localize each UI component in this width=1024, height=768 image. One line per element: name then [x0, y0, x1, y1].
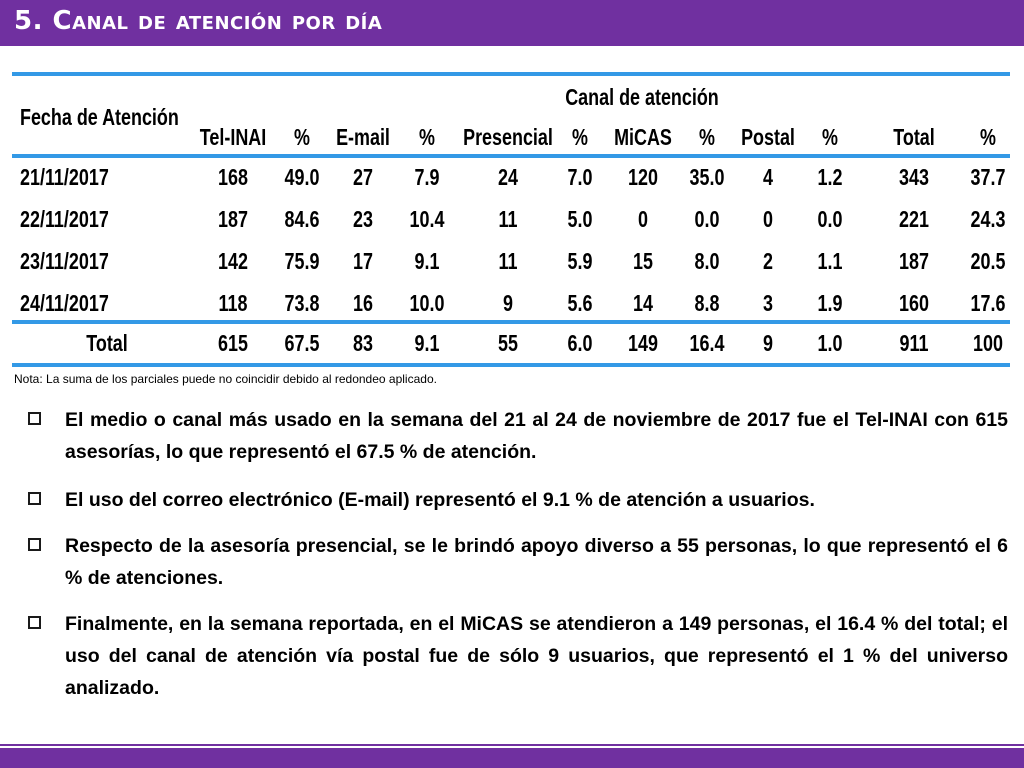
table-cell: 8.0 — [694, 248, 720, 274]
table-cell: 8.8 — [694, 290, 720, 316]
column-header: Tel-INAI — [199, 124, 267, 150]
table-cell: 1.2 — [817, 164, 843, 190]
column-header: Postal — [741, 124, 795, 150]
bullet-text: El medio o canal más usado en la semana del 21 al 24 de noviembre de 2017 fue el Tel-INAI con 615 asesorías, lo que representó el 67.5 % de atención. — [65, 409, 1008, 463]
table-top-border — [12, 72, 1010, 76]
total-cell: 6.0 — [567, 330, 593, 356]
total-row-label: Total — [86, 330, 128, 356]
footer-bar — [0, 748, 1024, 768]
table-note: Nota: La suma de los parciales puede no coincidir debido al redondeo aplicado. — [14, 372, 437, 386]
table-cell: 49.0 — [284, 164, 320, 190]
table-cell: 15 — [633, 248, 653, 274]
total-cell: 9.1 — [414, 330, 440, 356]
bullet-item — [24, 530, 1008, 594]
slide-title: 5. Canal de atención por día — [14, 6, 383, 36]
table-cell: 3 — [763, 290, 773, 316]
table-cell: 27 — [353, 164, 373, 190]
bullet-item — [24, 404, 1008, 468]
column-header: % — [419, 124, 435, 150]
total-divider — [12, 320, 1010, 324]
table-cell: 1.9 — [817, 290, 843, 316]
table-cell: 0.0 — [694, 206, 720, 232]
row-header-label: Fecha de Atención — [20, 104, 179, 130]
table-cell: 17 — [353, 248, 373, 274]
column-header: % — [294, 124, 310, 150]
table-cell: 343 — [899, 164, 929, 190]
total-cell: 55 — [498, 330, 518, 356]
table-cell: 10.4 — [409, 206, 445, 232]
checkbox-bullet-icon — [28, 616, 41, 629]
table-cell: 2 — [763, 248, 773, 274]
column-header: % — [572, 124, 588, 150]
header-divider — [12, 154, 1010, 158]
column-header: Total — [893, 124, 935, 150]
total-cell: 1.0 — [817, 330, 843, 356]
column-header: % — [822, 124, 838, 150]
checkbox-bullet-icon — [28, 492, 41, 505]
bullet-item — [24, 608, 1008, 704]
table-cell: 221 — [899, 206, 929, 232]
table-cell: 24.3 — [970, 206, 1006, 232]
table-cell: 187 — [899, 248, 929, 274]
total-cell: 83 — [353, 330, 373, 356]
table-cell: 16 — [353, 290, 373, 316]
table-cell: 0.0 — [817, 206, 843, 232]
bullet-text: Respecto de la asesoría presencial, se le brindó apoyo diverso a 55 personas, lo que representó el 6 % de atenciones. — [65, 535, 1008, 589]
table-cell: 35.0 — [689, 164, 725, 190]
table-cell: 17.6 — [970, 290, 1006, 316]
column-header: E-mail — [336, 124, 390, 150]
column-header: Presencial — [463, 124, 553, 150]
bullet-item — [24, 484, 1008, 516]
table-cell: 7.0 — [567, 164, 593, 190]
row-date: 21/11/2017 — [20, 164, 109, 190]
table-cell: 0 — [763, 206, 773, 232]
table-cell: 9.1 — [414, 248, 440, 274]
checkbox-bullet-icon — [28, 538, 41, 551]
table-cell: 160 — [899, 290, 929, 316]
table-cell: 24 — [498, 164, 518, 190]
table-cell: 5.6 — [567, 290, 593, 316]
table-cell: 0 — [638, 206, 648, 232]
table-cell: 84.6 — [284, 206, 320, 232]
table-cell: 10.0 — [409, 290, 445, 316]
footer-line — [0, 744, 1024, 746]
table-cell: 142 — [218, 248, 248, 274]
total-cell: 149 — [628, 330, 658, 356]
table-cell: 37.7 — [970, 164, 1006, 190]
bullet-text: Finalmente, en la semana reportada, en el MiCAS se atendieron a 149 personas, el 16.4 % del total; el uso del canal de atención vía postal fue de sólo 9 usuarios, que representó el 1 % del universo analizado. — [65, 613, 1008, 699]
table-cell: 7.9 — [414, 164, 440, 190]
total-cell: 100 — [973, 330, 1003, 356]
table-bottom-border — [12, 363, 1010, 367]
column-header: % — [699, 124, 715, 150]
row-date: 24/11/2017 — [20, 290, 109, 316]
table-cell: 5.9 — [567, 248, 593, 274]
table-cell: 75.9 — [284, 248, 320, 274]
row-date: 22/11/2017 — [20, 206, 109, 232]
table-cell: 20.5 — [970, 248, 1006, 274]
table-cell: 120 — [628, 164, 658, 190]
table-cell: 73.8 — [284, 290, 320, 316]
bullet-text: El uso del correo electrónico (E-mail) representó el 9.1 % de atención a usuarios. — [65, 489, 815, 511]
table-cell: 23 — [353, 206, 373, 232]
table-cell: 1.1 — [817, 248, 843, 274]
total-cell: 67.5 — [284, 330, 320, 356]
table-cell: 5.0 — [567, 206, 593, 232]
title-bar — [0, 0, 1024, 46]
table-cell: 11 — [498, 206, 518, 232]
table-cell: 118 — [218, 290, 248, 316]
row-date: 23/11/2017 — [20, 248, 109, 274]
column-header: % — [980, 124, 996, 150]
header-group-label: Canal de atención — [565, 84, 719, 110]
table-cell: 4 — [763, 164, 773, 190]
column-header: MiCAS — [614, 124, 672, 150]
table-cell: 14 — [633, 290, 653, 316]
table-cell: 168 — [218, 164, 248, 190]
total-cell: 911 — [899, 330, 929, 356]
total-cell: 16.4 — [689, 330, 725, 356]
total-cell: 615 — [218, 330, 248, 356]
table-cell: 9 — [503, 290, 513, 316]
table-cell: 187 — [218, 206, 248, 232]
table-cell: 11 — [498, 248, 518, 274]
checkbox-bullet-icon — [28, 412, 41, 425]
header-group-underline — [192, 118, 1010, 120]
total-cell: 9 — [763, 330, 773, 356]
